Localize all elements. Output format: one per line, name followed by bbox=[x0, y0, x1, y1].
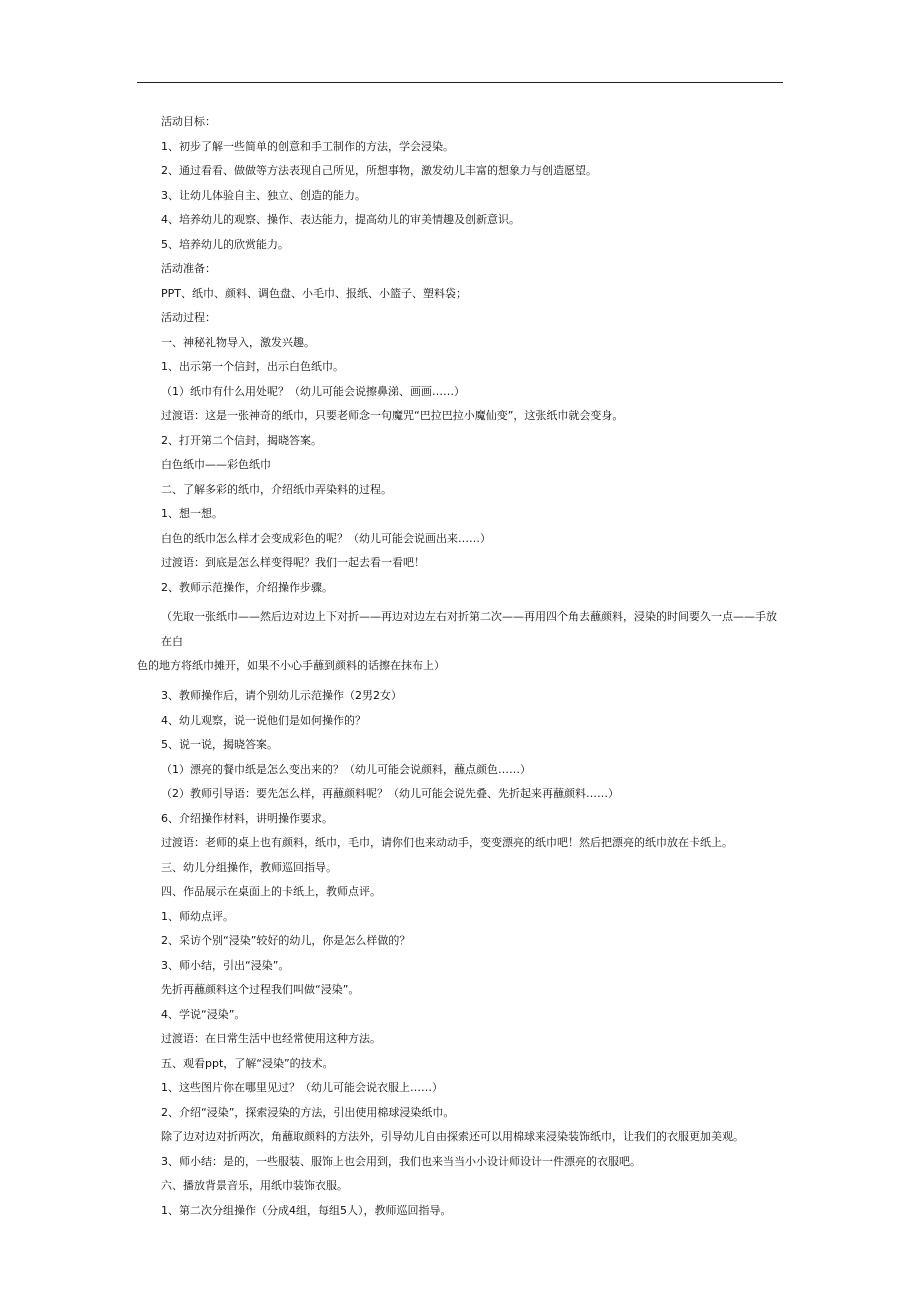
text-line: 过渡语：老师的桌上也有颜料，纸巾，毛巾，请你们也来动动手，变变漂亮的纸巾吧！然后把漂亮的纸巾放在卡纸上。 bbox=[161, 836, 733, 849]
text-line: 1、这些图片你在哪里见过？（幼儿可能会说衣服上……） bbox=[161, 1081, 443, 1094]
text-block-objectives-and-process bbox=[161, 115, 786, 595]
text-line: 2、采访个别“浸染”较好的幼儿，你是怎么样做的？ bbox=[161, 934, 411, 947]
text-line: 过渡语：这是一张神奇的纸巾，只要老师念一句魔咒“巴拉巴拉小魔仙变”，这张纸巾就会变身。 bbox=[161, 409, 624, 422]
text-line: 白色纸巾——彩色纸巾 bbox=[161, 458, 271, 471]
text-line: 1、第二次分组操作（分成4组，每组5人），教师巡回指导。 bbox=[161, 1203, 452, 1217]
text-line: 5、说一说，揭晓答案。 bbox=[161, 738, 278, 751]
text-block-continuation bbox=[161, 689, 786, 1218]
text-line: 二、了解多彩的纸巾，介绍纸巾弄染料的过程。 bbox=[161, 482, 392, 496]
text-line: 2、通过看看、做做等方法表现自己所见，所想事物，激发幼儿丰富的想象力与创造愿望。 bbox=[161, 164, 597, 177]
text-line: 1、出示第一个信封，出示白色纸巾。 bbox=[161, 360, 344, 373]
text-line: 过渡语：到底是怎么样变得呢？我们一起去看一看吧！ bbox=[161, 556, 425, 569]
text-line: （1）纸巾有什么用处呢？（幼儿可能会说擦鼻涕、画画……） bbox=[161, 384, 465, 398]
text-line: 3、让幼儿体验自主、独立、创造的能力。 bbox=[161, 188, 366, 202]
text-line: 六、播放背景音乐，用纸巾装饰衣服。 bbox=[161, 1179, 348, 1192]
text-line: （1）漂亮的餐巾纸是怎么变出来的？（幼儿可能会说颜料，蘸点颜色……） bbox=[161, 762, 531, 776]
text-line: 2、打开第二个信封，揭晓答案。 bbox=[161, 433, 322, 447]
text-line: 2、介绍“浸染”，探索浸染的方法，引出使用棉球浸染纸巾。 bbox=[161, 1105, 455, 1119]
text-line: 活动目标： bbox=[161, 115, 216, 128]
text-line: 四、作品展示在桌面上的卡纸上，教师点评。 bbox=[161, 885, 381, 898]
text-line: 3、教师操作后，请个别幼儿示范操作（2男2女） bbox=[161, 689, 402, 702]
text-line: 白色的纸巾怎么样才会变成彩色的呢？（幼儿可能会说画出来……） bbox=[161, 531, 491, 545]
text-line: 五、观看ppt，了解“浸染”的技术。 bbox=[161, 1056, 334, 1070]
text-line: 先折再蘸颜料这个过程我们叫做“浸染”。 bbox=[161, 983, 360, 996]
text-line: 4、幼儿观察，说一说他们是如何操作的？ bbox=[161, 713, 366, 727]
text-line: 除了边对边对折两次，角蘸取颜料的方法外，引导幼儿自由探索还可以用棉球来浸染装饰纸巾，让我们的衣服更加美观。 bbox=[161, 1130, 744, 1143]
text-line: 活动过程： bbox=[161, 311, 216, 324]
text-line: 活动准备： bbox=[161, 262, 216, 275]
text-line: 1、想一想。 bbox=[161, 507, 223, 520]
text-line: 2、教师示范操作，介绍操作步骤。 bbox=[161, 580, 333, 594]
text-line: 一、神秘礼物导入，激发兴趣。 bbox=[161, 335, 315, 349]
text-line: 4、学说“浸染”。 bbox=[161, 1007, 246, 1021]
demo-steps-line-1: （先取一张纸巾——然后边对边上下对折——再边对边左右对折第二次——再用四个角去蘸颜料，浸染的时间要久一点——手放在白 bbox=[161, 610, 777, 648]
text-line: 1、初步了解一些简单的创意和手工制作的方法，学会浸染。 bbox=[161, 139, 454, 153]
text-line: 4、培养幼儿的观察、操作、表达能力，提高幼儿的审美情趣及创新意识。 bbox=[161, 213, 520, 226]
text-line: 3、师小结，引出“浸染”。 bbox=[161, 958, 290, 972]
text-line: 5、培养幼儿的欣赏能力。 bbox=[161, 237, 289, 251]
demo-steps-line-2: 色的地方将纸巾摊开，如果不小心手蘸到颜料的话擦在抹布上） bbox=[137, 659, 445, 672]
text-line: （2）教师引导语：要先怎么样，再蘸颜料呢？（幼儿可能会说先叠、先折起来再蘸颜料……） bbox=[161, 787, 619, 800]
text-line: PPT、纸巾、颜料、调色盘、小毛巾、报纸、小篮子、塑料袋； bbox=[161, 286, 467, 300]
text-line: 过渡语：在日常生活中也经常使用这种方法。 bbox=[161, 1032, 381, 1045]
text-line: 1、师幼点评。 bbox=[161, 909, 234, 923]
text-line: 三、幼儿分组操作，教师巡回指导。 bbox=[161, 860, 337, 874]
document-body bbox=[137, 115, 786, 1228]
text-line: 6、介绍操作材料，讲明操作要求。 bbox=[161, 811, 333, 825]
text-line: 3、师小结：是的，一些服装、服饰上也会用到，我们也来当当小小设计师设计一件漂亮的衣服吧。 bbox=[161, 1154, 641, 1168]
header-rule bbox=[137, 82, 783, 83]
demo-steps-paragraph bbox=[137, 605, 782, 679]
